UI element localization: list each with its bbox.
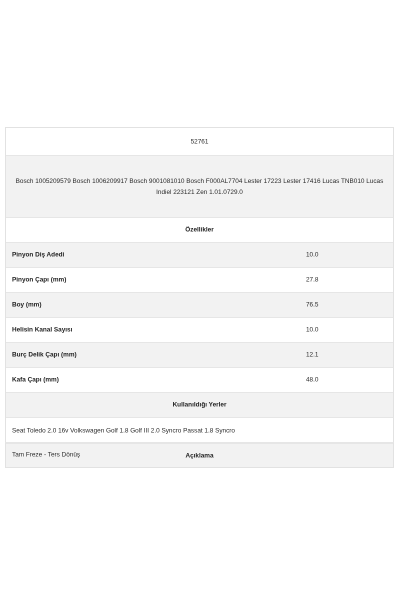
- product-info-table: [5, 127, 394, 468]
- spec-value: 27.8: [306, 276, 319, 284]
- spec-value: 10.0: [306, 326, 319, 334]
- description-row: [5, 442, 394, 468]
- spec-label: Boy (mm): [12, 301, 42, 309]
- features-title: Özellikler: [185, 226, 214, 234]
- usage-row: [6, 417, 393, 443]
- cross-references: Bosch 1005209579 Bosch 1006209917 Bosch 9001081010 Bosch F000AL7704 Lester 17223 Lester 17416 Lucas TNB010 Lucas Indiel 223121 Zen 1.01.0729.0: [15, 177, 384, 196]
- spec-label: Pinyon Diş Adedi: [12, 251, 65, 259]
- usage-text: Seat Toledo 2.0 16v Volkswagen Golf 1.8 Golf III 2.0 Syncro Passat 1.8 Syncro: [12, 427, 235, 434]
- spec-value: 12.1: [306, 351, 319, 359]
- spec-label: Burç Delik Çapı (mm): [12, 351, 77, 359]
- description-text: Tam Freze - Ters Dönüş: [12, 451, 81, 459]
- references-row: [6, 155, 393, 217]
- spec-row: [6, 267, 393, 292]
- spec-label: Pinyon Çapı (mm): [12, 276, 67, 284]
- top-code: 52761: [190, 138, 209, 145]
- spec-row: [6, 317, 393, 342]
- usage-header-row: [6, 392, 393, 417]
- description-title: Açıklama: [185, 452, 214, 460]
- features-header-row: [6, 217, 393, 242]
- usage-title: Kullanıldığı Yerler: [172, 401, 227, 409]
- spec-value: 10.0: [306, 251, 319, 259]
- spec-value: 76.5: [306, 301, 319, 309]
- spec-label: Helisin Kanal Sayısı: [12, 326, 73, 334]
- spec-value: 48.0: [306, 376, 319, 384]
- spec-row: [6, 342, 393, 367]
- spec-row: [6, 292, 393, 317]
- spec-row: [6, 242, 393, 267]
- top-code-row: [6, 128, 393, 155]
- spec-row: [6, 367, 393, 392]
- spec-label: Kafa Çapı (mm): [12, 376, 59, 384]
